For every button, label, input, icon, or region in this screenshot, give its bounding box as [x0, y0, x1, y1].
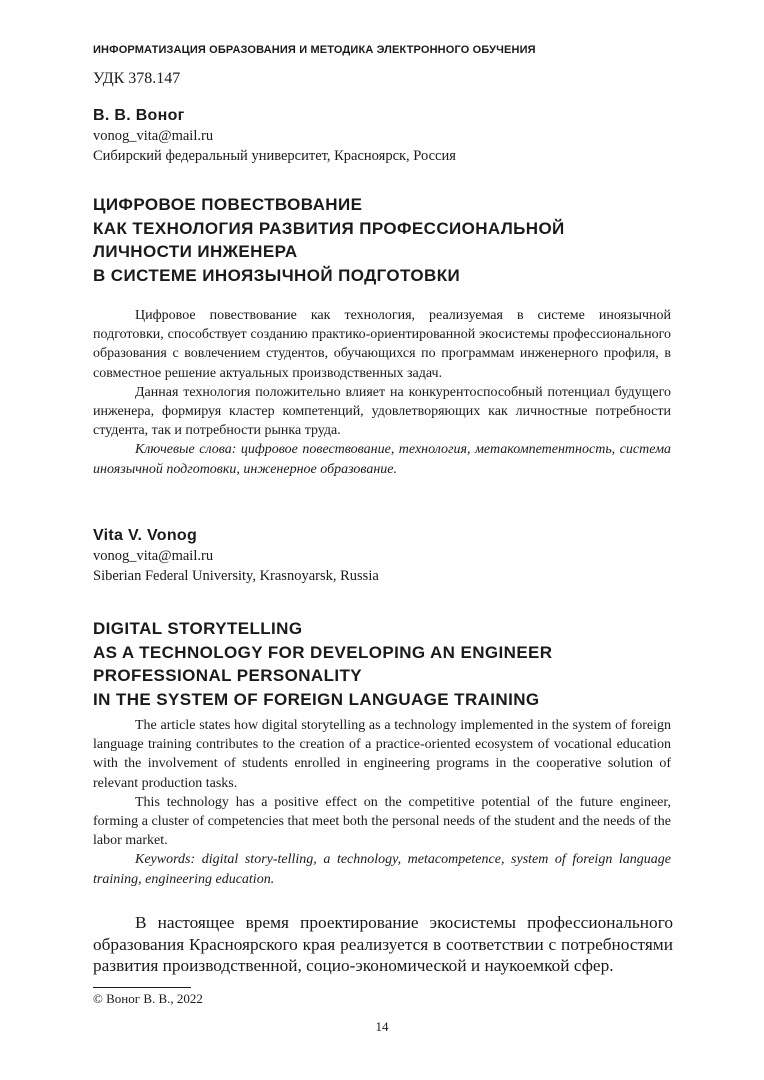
- title-line: PROFESSIONAL PERSONALITY: [93, 666, 363, 685]
- keywords-en: Keywords: digital story-telling, a technology, metacompetence, system of foreign language training, engineering education.: [93, 852, 671, 887]
- title-line: ЛИЧНОСТИ ИНЖЕНЕРА: [93, 242, 298, 261]
- footnote-divider: [93, 987, 191, 988]
- title-line: КАК ТЕХНОЛОГИЯ РАЗВИТИЯ ПРОФЕССИОНАЛЬНОЙ: [93, 218, 565, 238]
- author-name-ru: В. В. Воног: [93, 107, 185, 124]
- abstract-paragraph: This technology has a positive effect on the competitive potential of the future engineer, forming a cluster of competencies that meet both the personal needs of the student and the needs of the labor market.: [93, 794, 671, 849]
- page-number: 14: [375, 1019, 389, 1034]
- author-name-en: Vita V. Vonog: [93, 527, 198, 544]
- abstract-paragraph: The article states how digital storytelling as a technology implemented in the system of foreign language training contributes to the creation of a practice-oriented ecosystem of vocational education with the involvement of students enrolled in engineering programs in the cooperative solution of relevant production tasks.: [93, 718, 671, 791]
- abstract-paragraph: Данная технология положительно влияет на конкурентоспособный потенциал будущего инженера, формируя кластер компетенций, удовлетворяющих как личностные потребности студента, так и потребности рынка труда.: [93, 384, 671, 439]
- title-line: DIGITAL STORYTELLING: [93, 619, 303, 638]
- title-line: IN THE SYSTEM OF FOREIGN LANGUAGE TRAINING: [93, 689, 540, 709]
- author-affiliation-en: Siberian Federal University, Krasnoyarsk, Russia: [93, 568, 379, 584]
- author-email-ru: vonog_vita@mail.ru: [93, 128, 214, 144]
- title-line: AS A TECHNOLOGY FOR DEVELOPING AN ENGINEER: [93, 642, 553, 662]
- abstract-paragraph: Цифровое повествование как технология, реализуемая в системе иноязычной подготовки, способствует созданию практико-ориентированной экосистемы профессионального образования с вовлечением студентов, обучающихся по программам инженерного профиля, в совместное решение актуальных производственных задач.: [93, 308, 671, 381]
- title-line: ЦИФРОВОЕ ПОВЕСТВОВАНИЕ: [93, 195, 363, 214]
- article-title-en: [93, 617, 693, 711]
- keywords-ru: Ключевые слова: цифровое повествование, технология, метакомпетентность, система иноязычной подготовки, инженерное образование.: [93, 442, 671, 477]
- title-line: В СИСТЕМЕ ИНОЯЗЫЧНОЙ ПОДГОТОВКИ: [93, 265, 461, 285]
- abstract-ru: [93, 306, 671, 479]
- body-paragraph: В настоящее время проектирование экосистемы профессионального образования Красноярского края реализуется в соответствии с потребностями развития производственной, социо-экономической и наукоемкой сфер.: [93, 913, 673, 975]
- running-head: ИНФОРМАТИЗАЦИЯ ОБРАЗОВАНИЯ И МЕТОДИКА ЭЛЕКТРОННОГО ОБУЧЕНИЯ: [93, 44, 536, 56]
- udk-code: УДК 378.147: [93, 70, 181, 87]
- body-text: [93, 912, 673, 977]
- author-affiliation-ru: Сибирский федеральный университет, Красноярск, Россия: [93, 148, 456, 164]
- author-email-en: vonog_vita@mail.ru: [93, 548, 214, 564]
- article-title-ru: [93, 193, 693, 287]
- abstract-en: [93, 716, 671, 889]
- copyright-footnote: © Воног В. В., 2022: [93, 991, 203, 1006]
